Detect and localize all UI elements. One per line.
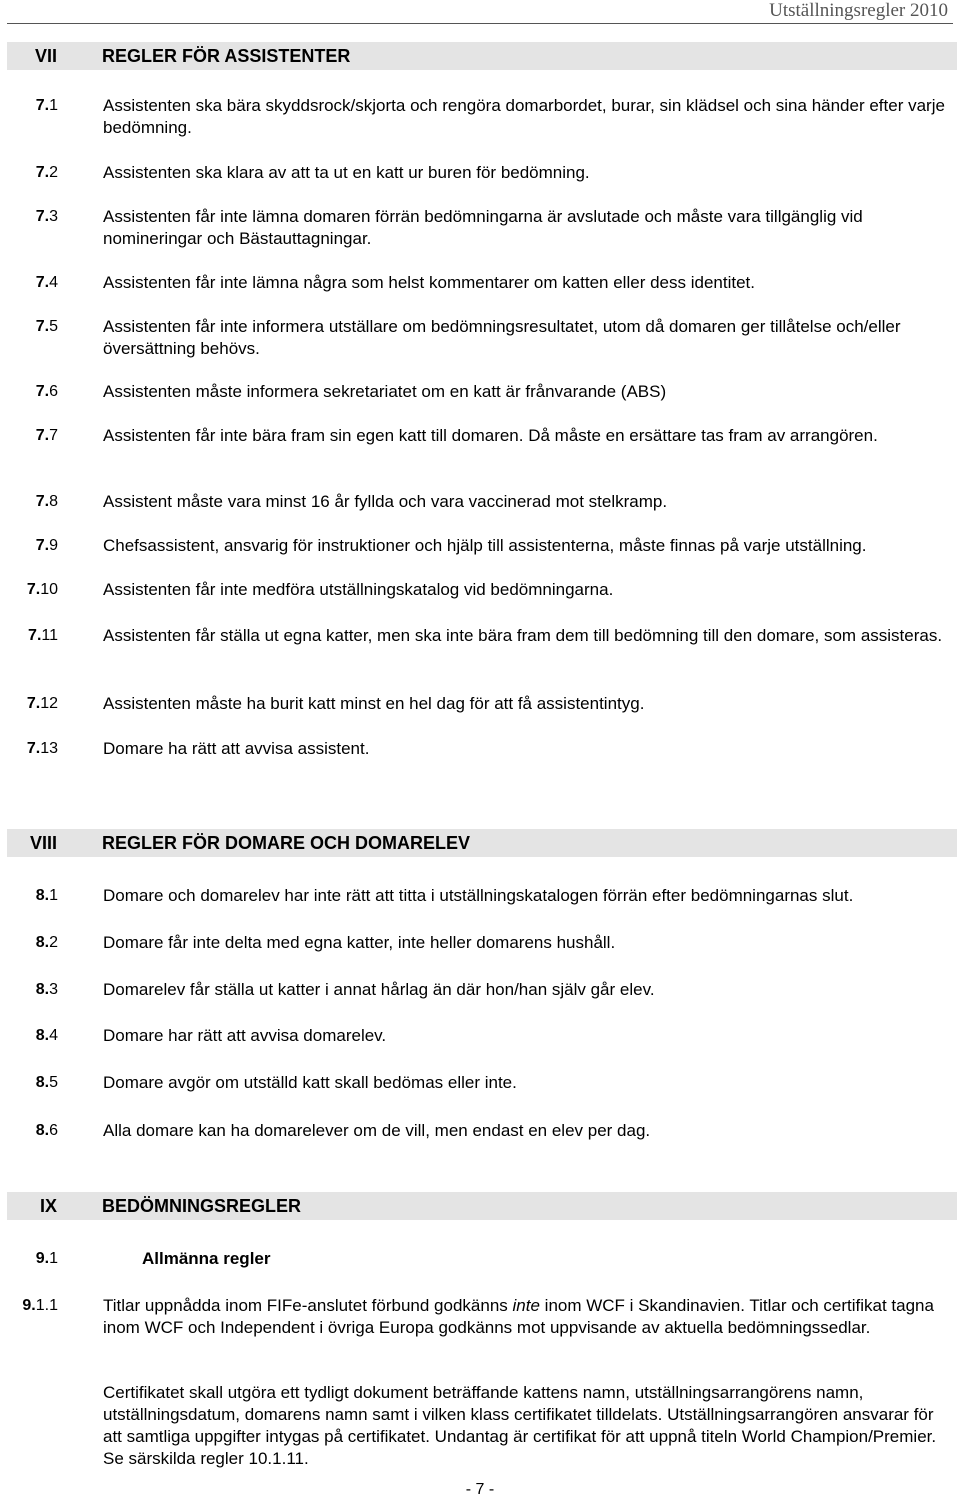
rule-text: Assistenten måste informera sekretariatet om en katt är frånvarande (ABS) bbox=[103, 382, 667, 401]
rule-text: Assistenten ska bära skyddsrock/skjorta och rengöra domarbordet, burar, sin klädsel och sina händer efter varje bedömning. bbox=[103, 96, 945, 137]
rule-text: Assistenten får inte medföra utställningskatalog vid bedömningarna. bbox=[103, 580, 614, 599]
section-title: REGLER FÖR DOMARE OCH DOMARELEV bbox=[102, 833, 471, 853]
rule-number: 7.3 bbox=[35, 208, 58, 225]
rule-text: Titlar uppnådda inom FIFe-anslutet förbund godkänns inte inom WCF i Skandinavien. Titlar och certifikat tagna inom WCF och Independent i övriga Europa godkänns mot uppvisande av aktuella bedömningssedlar. bbox=[103, 1296, 934, 1337]
rule-number: 8.6 bbox=[35, 1122, 58, 1139]
section-numeral: VII bbox=[34, 46, 57, 66]
rule-number: 7.12 bbox=[26, 695, 58, 712]
section-heading-vii bbox=[7, 42, 957, 70]
rule-text: Assistenten får inte informera utställare om bedömningsresultatet, utom då domaren ger tillåtelse och/eller översättning behövs. bbox=[103, 317, 901, 358]
rule-number: 8.1 bbox=[35, 887, 58, 904]
rule-text: Assistenten får inte bära fram sin egen katt till domaren. Då måste en ersättare tas fram av arrangören. bbox=[103, 426, 878, 445]
rule-number: 8.4 bbox=[35, 1027, 58, 1044]
rule-number: 7.2 bbox=[35, 164, 58, 181]
rule-number: 7.9 bbox=[35, 537, 58, 554]
rule-number: 8.3 bbox=[35, 981, 58, 998]
section-title: BEDÖMNINGSREGLER bbox=[102, 1196, 302, 1216]
header-rule bbox=[7, 23, 953, 24]
rule-text: Assistenten ska klara av att ta ut en katt ur buren för bedömning. bbox=[103, 163, 590, 182]
rule-text: Domare och domarelev har inte rätt att titta i utställningskatalogen förrän efter bedömningarnas slut. bbox=[103, 886, 854, 905]
rule-text: Domare får inte delta med egna katter, inte heller domarens hushåll. bbox=[103, 933, 616, 952]
rule-text: Assistent måste vara minst 16 år fyllda och vara vaccinerad mot stelkramp. bbox=[103, 492, 668, 511]
rule-text: Assistenten får ställa ut egna katter, men ska inte bära fram dem till bedömning till den domare, som assisteras. bbox=[103, 626, 943, 645]
rule-text: Alla domare kan ha domarelever om de vill, men endast en elev per dag. bbox=[103, 1121, 651, 1140]
rule-number: 7.5 bbox=[35, 318, 58, 335]
rule-number: 7.7 bbox=[35, 427, 58, 444]
section-numeral: VIII bbox=[29, 833, 57, 853]
rule-text: Assistenten måste ha burit katt minst en hel dag för att få assistentintyg. bbox=[103, 694, 645, 713]
rule-number: 8.2 bbox=[35, 934, 58, 951]
rule-number: 7.1 bbox=[35, 97, 58, 114]
rule-number: 7.11 bbox=[28, 627, 58, 644]
rule-number: 7.10 bbox=[26, 581, 58, 598]
rule-number: 7.4 bbox=[35, 274, 58, 291]
rule-text: Assistenten får inte lämna några som helst kommentarer om katten eller dess identitet. bbox=[103, 273, 755, 292]
subsection-number: 9.1 bbox=[35, 1250, 58, 1267]
rule-text: Domare avgör om utställd katt skall bedömas eller inte. bbox=[103, 1073, 517, 1092]
rule-number: 7.13 bbox=[26, 740, 58, 757]
page-number: - 7 - bbox=[465, 1481, 495, 1498]
section-title: REGLER FÖR ASSISTENTER bbox=[102, 46, 351, 66]
section-heading-ix bbox=[7, 1192, 957, 1220]
subsection-title: Allmänna regler bbox=[142, 1249, 271, 1268]
rule-number: 9.1.1 bbox=[22, 1297, 58, 1314]
emphasis: inte bbox=[512, 1296, 540, 1315]
rule-number: 8.5 bbox=[35, 1074, 58, 1091]
rule-number: 7.6 bbox=[35, 383, 58, 400]
rule-text: Assistenten får inte lämna domaren förrän bedömningarna är avslutade och måste vara tillgänglig vid nomineringar och Bästauttagningar. bbox=[103, 207, 863, 248]
rule-text: Chefsassistent, ansvarig för instruktioner och hjälp till assistenterna, måste finnas på varje utställning. bbox=[103, 536, 867, 555]
section-numeral: IX bbox=[39, 1196, 57, 1216]
rule-text: Domare har rätt att avvisa domarelev. bbox=[103, 1026, 387, 1045]
rule-number: 7.8 bbox=[35, 493, 58, 510]
section-heading-viii bbox=[7, 829, 957, 857]
running-header: Utställningsregler 2010 bbox=[769, 0, 948, 21]
rule-text: Domarelev får ställa ut katter i annat hårlag än där hon/han själv går elev. bbox=[103, 980, 655, 999]
certificate-paragraph: Certifikatet skall utgöra ett tydligt dokument beträffande kattens namn, utställningsarrangörens namn, utställningsdatum, domarens namn samt i vilken klass certifikatet tilldelats. Utställningsarrangören ansvarar för att samtliga uppgifter intygas på certifikatet. Undantag är certifikat för att uppnå titeln World Champion/Premier. Se särskilda regler 10.1.11. bbox=[103, 1383, 937, 1468]
rule-text: Domare ha rätt att avvisa assistent. bbox=[103, 739, 370, 758]
